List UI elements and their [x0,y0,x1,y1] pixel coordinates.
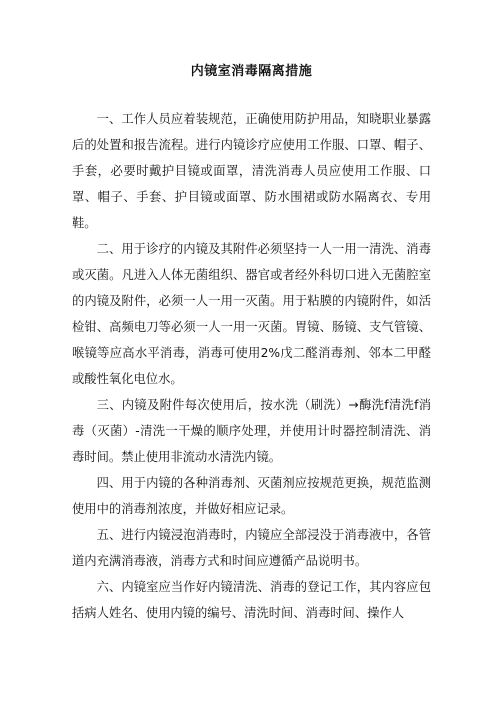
paragraph-3: 三、内镜及附件每次使用后，按水洗（刷洗）→酶洗f清洗f消毒（灭菌）-清洗一干燥的顺序处理，并使用计时器控制清洗、消毒时间。禁止使用非流动水清洗内镜。 [72,398,431,464]
paragraph-4: 四、用于内镜的各种消毒剂、灭菌剂应按规范更换，规范监测使用中的消毒剂浓度，并做好相应记录。 [72,476,431,516]
paragraph-1: 一、工作人员应着装规范，正确使用防护用品，知晓职业暴露后的处置和报告流程。进行内镜诊疗应使用工作服、口罩、帽子、手套，必要时戴护目镜或面罩，清洗消毒人员应使用工作服、口罩、帽子、手套、护目镜或面罩、防水围裙或防水隔离衣、专用鞋。 [72,112,431,230]
paragraph-5: 五、进行内镜浸泡消毒时，内镜应全部浸没于消毒液中，各管道内充满消毒液，消毒方式和时间应遵循产品说明书。 [72,528,431,568]
paragraph-2: 二、用于诊疗的内镜及其附件必须坚持一人一用一清洗、消毒或灭菌。凡进入人体无菌组织、器官或者经外科切口进入无菌腔室的内镜及附件，必须一人一用一灭菌。用于粘膜的内镜附件，如活检钳、高频电刀等必须一人一用一灭菌。胃镜、肠镜、支气管镜、喉镜等应高水平消毒，消毒可使用2%戊二醛消毒剂、邻本二甲醛或酸性氧化电位水。 [72,242,431,386]
document-title: 内镜室消毒隔离措施 [190,64,313,79]
paragraph-6: 六、内镜室应当作好内镜清洗、消毒的登记工作，其内容应包括病人姓名、使用内镜的编号、清洗时间、消毒时间、操作人 [72,580,431,620]
